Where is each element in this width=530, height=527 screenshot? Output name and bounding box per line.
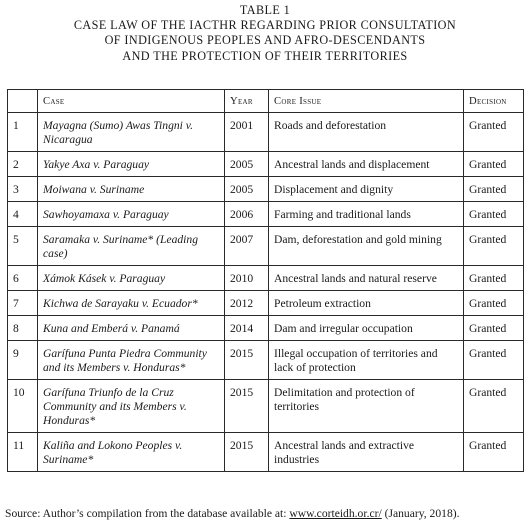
row-year: 2005 [225,177,269,202]
row-case-name: Kuna and Emberá v. Panamá [38,316,225,341]
row-core-issue: Delimitation and protection of territories [269,380,464,433]
row-year: 2015 [225,380,269,433]
row-decision: Granted [464,202,524,227]
row-year: 2001 [225,113,269,152]
table-header-row [8,90,524,113]
row-number: 5 [8,227,38,266]
table-title-line-2: OF INDIGENOUS PEOPLES AND AFRO-DESCENDANTS [104,33,426,48]
row-case-name: Kichwa de Sarayaku v. Ecuador* [38,291,225,316]
row-year: 2014 [225,316,269,341]
source-prefix: Source: Author’s compilation from the database available at: [5,507,290,520]
table-title-line-1: CASE LAW OF THE IACTHR REGARDING PRIOR CONSULTATION [73,18,457,33]
table-row [8,316,524,341]
row-year: 2012 [225,291,269,316]
row-case-name: Sawhoyamaxa v. Paraguay [38,202,225,227]
table-row [8,202,524,227]
table-row [8,266,524,291]
table-row [8,341,524,380]
row-core-issue: Ancestral lands and natural reserve [269,266,464,291]
case-law-table [7,89,524,472]
table-row [8,380,524,433]
table-row [8,291,524,316]
row-decision: Granted [464,291,524,316]
row-decision: Granted [464,433,524,472]
table-row [8,177,524,202]
row-core-issue: Dam, deforestation and gold mining [269,227,464,266]
row-core-issue: Ancestral lands and extractive industries [269,433,464,472]
table-title-line-3: AND THE PROTECTION OF THEIR TERRITORIES [122,48,408,63]
row-year: 2006 [225,202,269,227]
table-label: TABLE 1 [239,3,291,17]
row-number: 9 [8,341,38,380]
row-core-issue: Ancestral lands and displacement [269,152,464,177]
row-number: 6 [8,266,38,291]
row-year: 2015 [225,433,269,472]
row-case-name: Saramaka v. Suriname* (Leading case) [38,227,225,266]
table-caption [0,3,530,64]
row-core-issue: Petroleum extraction [269,291,464,316]
header-core-issue: Core Issue [269,90,464,113]
source-link[interactable]: www.corteidh.or.cr/ [289,507,382,520]
row-core-issue: Dam and irregular occupation [269,316,464,341]
row-number: 7 [8,291,38,316]
row-number: 11 [8,433,38,472]
row-case-name: Mayagna (Sumo) Awas Tingni v. Nicaragua [38,113,225,152]
row-decision: Granted [464,227,524,266]
source-note [5,507,460,520]
row-case-name: Garífuna Triunfo de la Cruz Community and its Members v. Honduras* [38,380,225,433]
row-case-name: Yakye Axa v. Paraguay [38,152,225,177]
row-decision: Granted [464,266,524,291]
row-decision: Granted [464,177,524,202]
header-year: Year [225,90,269,113]
row-case-name: Moiwana v. Suriname [38,177,225,202]
row-number: 3 [8,177,38,202]
row-core-issue: Displacement and dignity [269,177,464,202]
row-core-issue: Farming and traditional lands [269,202,464,227]
header-decision: Decision [464,90,524,113]
row-decision: Granted [464,316,524,341]
table-row [8,152,524,177]
row-year: 2010 [225,266,269,291]
row-number: 2 [8,152,38,177]
row-number: 8 [8,316,38,341]
row-number: 4 [8,202,38,227]
header-number [8,90,38,113]
row-decision: Granted [464,152,524,177]
row-year: 2007 [225,227,269,266]
row-number: 1 [8,113,38,152]
source-suffix: (January, 2018). [381,507,460,520]
table-row [8,227,524,266]
row-number: 10 [8,380,38,433]
row-year: 2005 [225,152,269,177]
row-case-name: Garífuna Punta Piedra Community and its Members v. Honduras* [38,341,225,380]
row-decision: Granted [464,380,524,433]
row-case-name: Kaliña and Lokono Peoples v. Suriname* [38,433,225,472]
row-decision: Granted [464,113,524,152]
row-case-name: Xámok Kásek v. Paraguay [38,266,225,291]
table-row [8,113,524,152]
header-case: Case [38,90,225,113]
row-decision: Granted [464,341,524,380]
table-row [8,433,524,472]
row-core-issue: Illegal occupation of territories and lack of protection [269,341,464,380]
table-body [8,113,524,472]
row-core-issue: Roads and deforestation [269,113,464,152]
row-year: 2015 [225,341,269,380]
